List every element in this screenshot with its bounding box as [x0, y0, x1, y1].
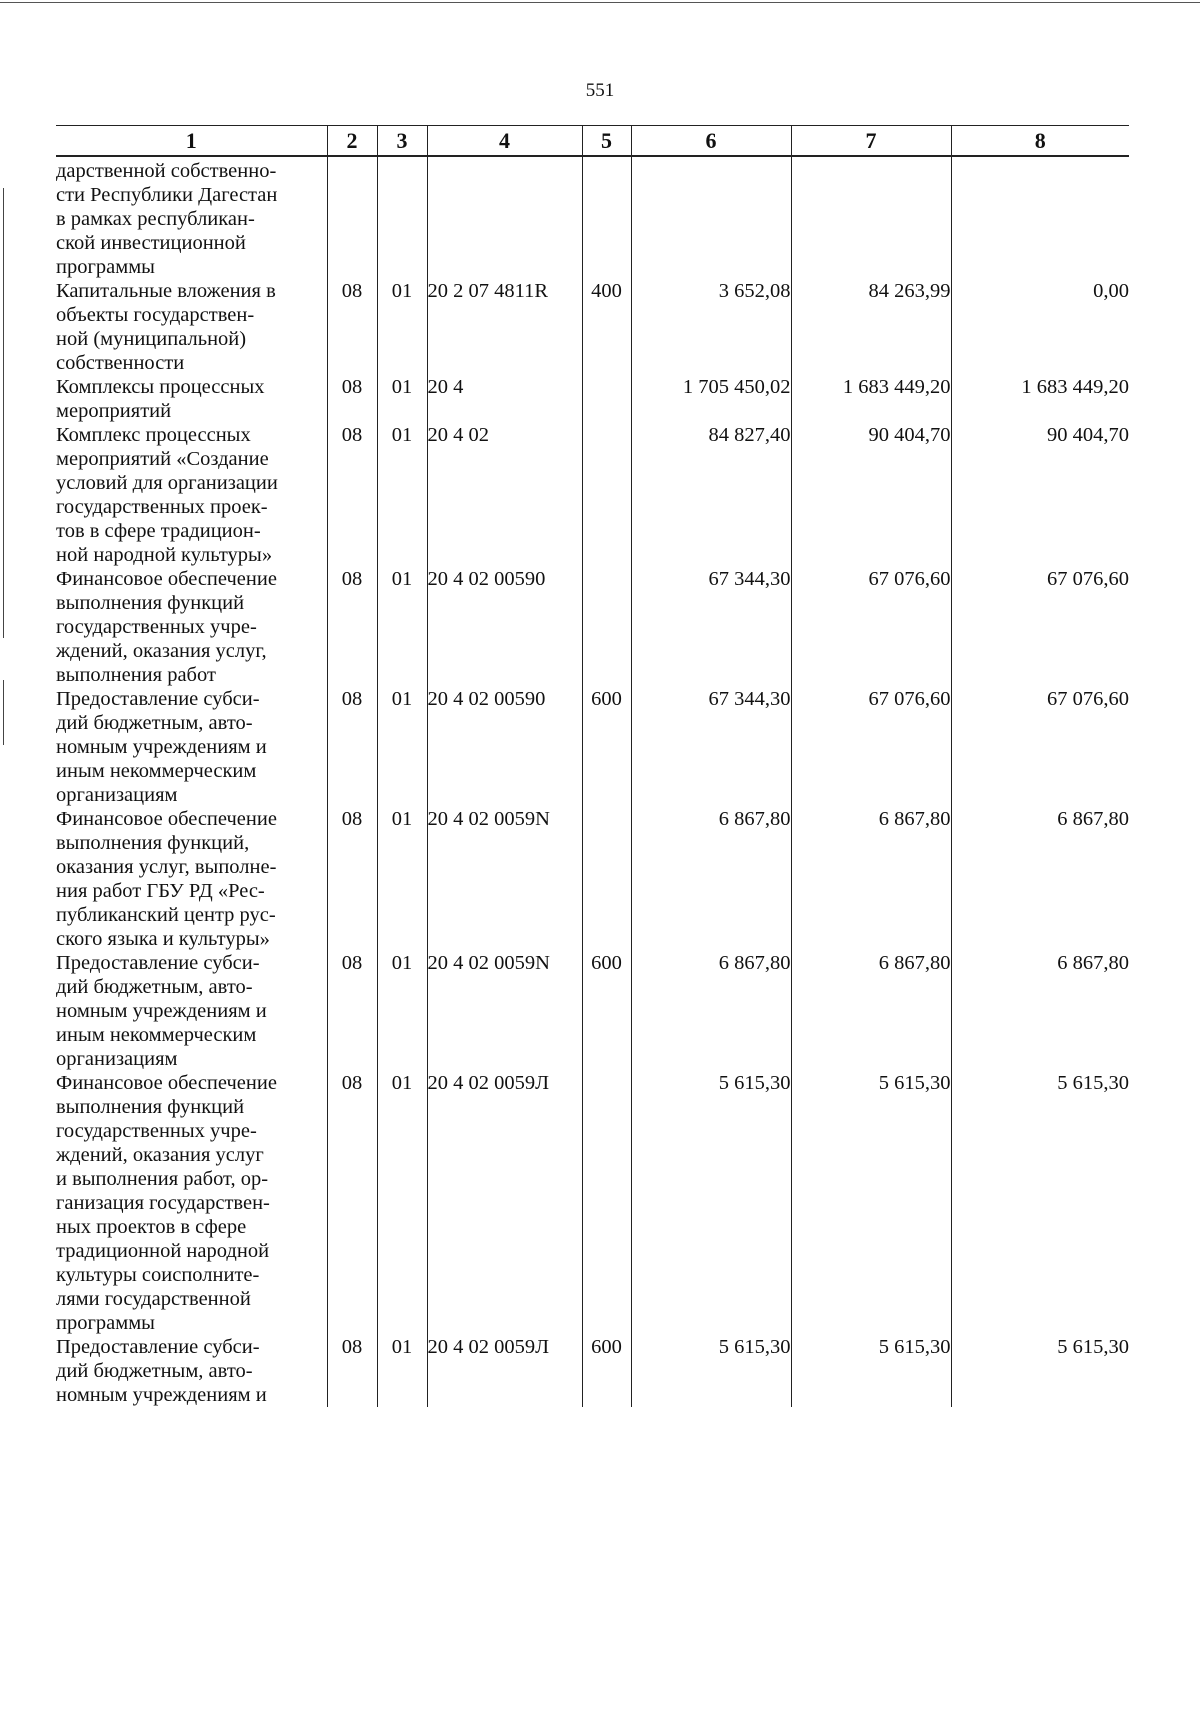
- row-name-line: традиционной народной: [56, 1240, 270, 1262]
- row-name-cell: [56, 1071, 327, 1335]
- row-name-line: ганизация государствен-: [56, 1192, 270, 1214]
- row-name-line: ной народной культуры»: [56, 544, 273, 566]
- column-header: 2: [327, 126, 377, 157]
- row-name-line: Предоставление субси-: [56, 952, 260, 974]
- row-name-cell: [56, 279, 327, 375]
- target-article-cell: 20 2 07 4811R: [427, 279, 582, 375]
- sum-col8-cell: 5 615,30: [951, 1071, 1129, 1335]
- row-name-line: публиканский центр рус-: [56, 904, 276, 926]
- razdel-cell: 08: [327, 375, 377, 423]
- left-margin-mark: [3, 188, 4, 638]
- target-article-cell: 20 4 02 00590: [427, 687, 582, 807]
- table-row: [56, 567, 1129, 687]
- row-name-line: выполнения функций,: [56, 832, 250, 854]
- row-name-line: дий бюджетным, авто-: [56, 1360, 253, 1382]
- target-article-cell: 20 4 02 0059Л: [427, 1335, 582, 1407]
- row-name-line: ской инвестиционной: [56, 232, 246, 254]
- razdel-cell: 08: [327, 423, 377, 567]
- column-header: 1: [56, 126, 327, 157]
- expense-type-cell: 600: [582, 951, 631, 1071]
- sum-col6-cell: 3 652,08: [631, 279, 791, 375]
- table-row: [56, 156, 1129, 279]
- target-article-cell: 20 4 02 0059N: [427, 951, 582, 1071]
- row-name-line: Комплекс процессных: [56, 424, 251, 446]
- row-name-cell: [56, 567, 327, 687]
- row-name-line: дарственной собственно-: [56, 160, 277, 182]
- column-header: 5: [582, 126, 631, 157]
- row-name-cell: [56, 156, 327, 279]
- row-name-line: организациям: [56, 1048, 178, 1070]
- row-name-line: государственных учре-: [56, 1120, 257, 1142]
- podrazdel-cell: 01: [377, 807, 427, 951]
- row-name-line: собственности: [56, 352, 185, 374]
- sum-col8-cell: 67 076,60: [951, 687, 1129, 807]
- table-row: [56, 375, 1129, 423]
- sum-col7-cell: 1 683 449,20: [791, 375, 951, 423]
- sum-col7-cell: [791, 156, 951, 279]
- podrazdel-cell: 01: [377, 1335, 427, 1407]
- sum-col7-cell: 5 615,30: [791, 1335, 951, 1407]
- sum-col8-cell: 5 615,30: [951, 1335, 1129, 1407]
- column-header: 8: [951, 126, 1129, 157]
- row-name-line: Финансовое обеспечение: [56, 808, 277, 830]
- row-name-line: программы: [56, 256, 155, 278]
- target-article-cell: 20 4 02 0059Л: [427, 1071, 582, 1335]
- sum-col8-cell: [951, 156, 1129, 279]
- razdel-cell: 08: [327, 687, 377, 807]
- sum-col7-cell: 67 076,60: [791, 567, 951, 687]
- row-name-cell: [56, 375, 327, 423]
- row-name-line: тов в сфере традицион-: [56, 520, 261, 542]
- row-name-line: культуры соисполните-: [56, 1264, 260, 1286]
- expense-type-cell: [582, 423, 631, 567]
- sum-col7-cell: 5 615,30: [791, 1071, 951, 1335]
- row-name-line: государственных проек-: [56, 496, 268, 518]
- row-name-line: и выполнения работ, ор-: [56, 1168, 269, 1190]
- sum-col7-cell: 6 867,80: [791, 951, 951, 1071]
- sum-col7-cell: 84 263,99: [791, 279, 951, 375]
- expense-type-cell: 600: [582, 687, 631, 807]
- table-row: [56, 807, 1129, 951]
- row-name-line: Финансовое обеспечение: [56, 1072, 277, 1094]
- budget-table: [56, 125, 1129, 1407]
- sum-col6-cell: 5 615,30: [631, 1335, 791, 1407]
- podrazdel-cell: 01: [377, 1071, 427, 1335]
- sum-col6-cell: [631, 156, 791, 279]
- row-name-line: Капитальные вложения в: [56, 280, 276, 302]
- row-name-line: лями государственной: [56, 1288, 251, 1310]
- row-name-line: организациям: [56, 784, 178, 806]
- expense-type-cell: [582, 567, 631, 687]
- row-name-line: Финансовое обеспечение: [56, 568, 277, 590]
- top-scan-rule: [0, 2, 1200, 3]
- table-row: [56, 423, 1129, 567]
- row-name-line: программы: [56, 1312, 155, 1334]
- razdel-cell: 08: [327, 1335, 377, 1407]
- left-margin-mark: [3, 680, 4, 745]
- table-row: [56, 687, 1129, 807]
- column-header: 3: [377, 126, 427, 157]
- sum-col7-cell: 90 404,70: [791, 423, 951, 567]
- razdel-cell: 08: [327, 951, 377, 1071]
- sum-col6-cell: 6 867,80: [631, 807, 791, 951]
- row-name-cell: [56, 807, 327, 951]
- column-header: 7: [791, 126, 951, 157]
- row-name-line: номным учреждениям и: [56, 1384, 267, 1406]
- row-name-line: Предоставление субси-: [56, 688, 260, 710]
- row-name-cell: [56, 1335, 327, 1407]
- page-number: 551: [585, 80, 615, 101]
- row-name-line: выполнения работ: [56, 664, 216, 686]
- sum-col6-cell: 67 344,30: [631, 687, 791, 807]
- sum-col8-cell: 67 076,60: [951, 567, 1129, 687]
- row-name-line: дий бюджетным, авто-: [56, 976, 253, 998]
- row-name-line: условий для организации: [56, 472, 278, 494]
- razdel-cell: 08: [327, 807, 377, 951]
- row-name-line: государственных учре-: [56, 616, 257, 638]
- table-row: [56, 279, 1129, 375]
- row-name-line: ждений, оказания услуг,: [56, 640, 267, 662]
- sum-col6-cell: 67 344,30: [631, 567, 791, 687]
- row-name-line: объекты государствен-: [56, 304, 255, 326]
- budget-table-sheet: [56, 125, 1129, 1605]
- sum-col6-cell: 5 615,30: [631, 1071, 791, 1335]
- podrazdel-cell: 01: [377, 567, 427, 687]
- row-name-line: ния работ ГБУ РД «Рес-: [56, 880, 265, 902]
- sum-col8-cell: 6 867,80: [951, 807, 1129, 951]
- sum-col6-cell: 84 827,40: [631, 423, 791, 567]
- razdel-cell: 08: [327, 279, 377, 375]
- target-article-cell: 20 4 02 00590: [427, 567, 582, 687]
- row-name-line: мероприятий: [56, 400, 172, 422]
- table-row: [56, 1335, 1129, 1407]
- sum-col8-cell: 0,00: [951, 279, 1129, 375]
- row-name-line: номным учреждениям и: [56, 736, 267, 758]
- sum-col6-cell: 6 867,80: [631, 951, 791, 1071]
- row-name-line: дий бюджетным, авто-: [56, 712, 253, 734]
- sum-col8-cell: 90 404,70: [951, 423, 1129, 567]
- row-name-line: ной (муниципальной): [56, 328, 247, 350]
- row-name-line: номным учреждениям и: [56, 1000, 267, 1022]
- expense-type-cell: 600: [582, 1335, 631, 1407]
- expense-type-cell: [582, 1071, 631, 1335]
- row-name-line: Предоставление субси-: [56, 1336, 260, 1358]
- row-name-line: ждений, оказания услуг: [56, 1144, 264, 1166]
- target-article-cell: [427, 156, 582, 279]
- table-row: [56, 1071, 1129, 1335]
- row-name-cell: [56, 423, 327, 567]
- podrazdel-cell: 01: [377, 375, 427, 423]
- row-name-line: в рамках республикан-: [56, 208, 255, 230]
- expense-type-cell: [582, 375, 631, 423]
- row-name-line: иным некоммерческим: [56, 1024, 257, 1046]
- row-name-line: Комплексы процессных: [56, 376, 265, 398]
- podrazdel-cell: 01: [377, 279, 427, 375]
- sum-col7-cell: 6 867,80: [791, 807, 951, 951]
- target-article-cell: 20 4 02: [427, 423, 582, 567]
- podrazdel-cell: 01: [377, 951, 427, 1071]
- razdel-cell: [327, 156, 377, 279]
- column-header: 4: [427, 126, 582, 157]
- row-name-line: оказания услуг, выполне-: [56, 856, 277, 878]
- sum-col8-cell: 1 683 449,20: [951, 375, 1129, 423]
- table-body: [56, 156, 1129, 1407]
- row-name-line: иным некоммерческим: [56, 760, 257, 782]
- target-article-cell: 20 4 02 0059N: [427, 807, 582, 951]
- row-name-line: мероприятий «Создание: [56, 448, 269, 470]
- row-name-line: выполнения функций: [56, 1096, 245, 1118]
- expense-type-cell: [582, 807, 631, 951]
- table-header-row: [56, 126, 1129, 157]
- row-name-line: ных проектов в сфере: [56, 1216, 247, 1238]
- sum-col6-cell: 1 705 450,02: [631, 375, 791, 423]
- table-row: [56, 951, 1129, 1071]
- column-header: 6: [631, 126, 791, 157]
- expense-type-cell: [582, 156, 631, 279]
- expense-type-cell: 400: [582, 279, 631, 375]
- podrazdel-cell: [377, 156, 427, 279]
- podrazdel-cell: 01: [377, 687, 427, 807]
- row-name-cell: [56, 951, 327, 1071]
- podrazdel-cell: 01: [377, 423, 427, 567]
- row-name-cell: [56, 687, 327, 807]
- target-article-cell: 20 4: [427, 375, 582, 423]
- row-name-line: сти Республики Дагестан: [56, 184, 278, 206]
- row-name-line: выполнения функций: [56, 592, 245, 614]
- razdel-cell: 08: [327, 567, 377, 687]
- sum-col7-cell: 67 076,60: [791, 687, 951, 807]
- row-name-line: ского языка и культуры»: [56, 928, 270, 950]
- sum-col8-cell: 6 867,80: [951, 951, 1129, 1071]
- razdel-cell: 08: [327, 1071, 377, 1335]
